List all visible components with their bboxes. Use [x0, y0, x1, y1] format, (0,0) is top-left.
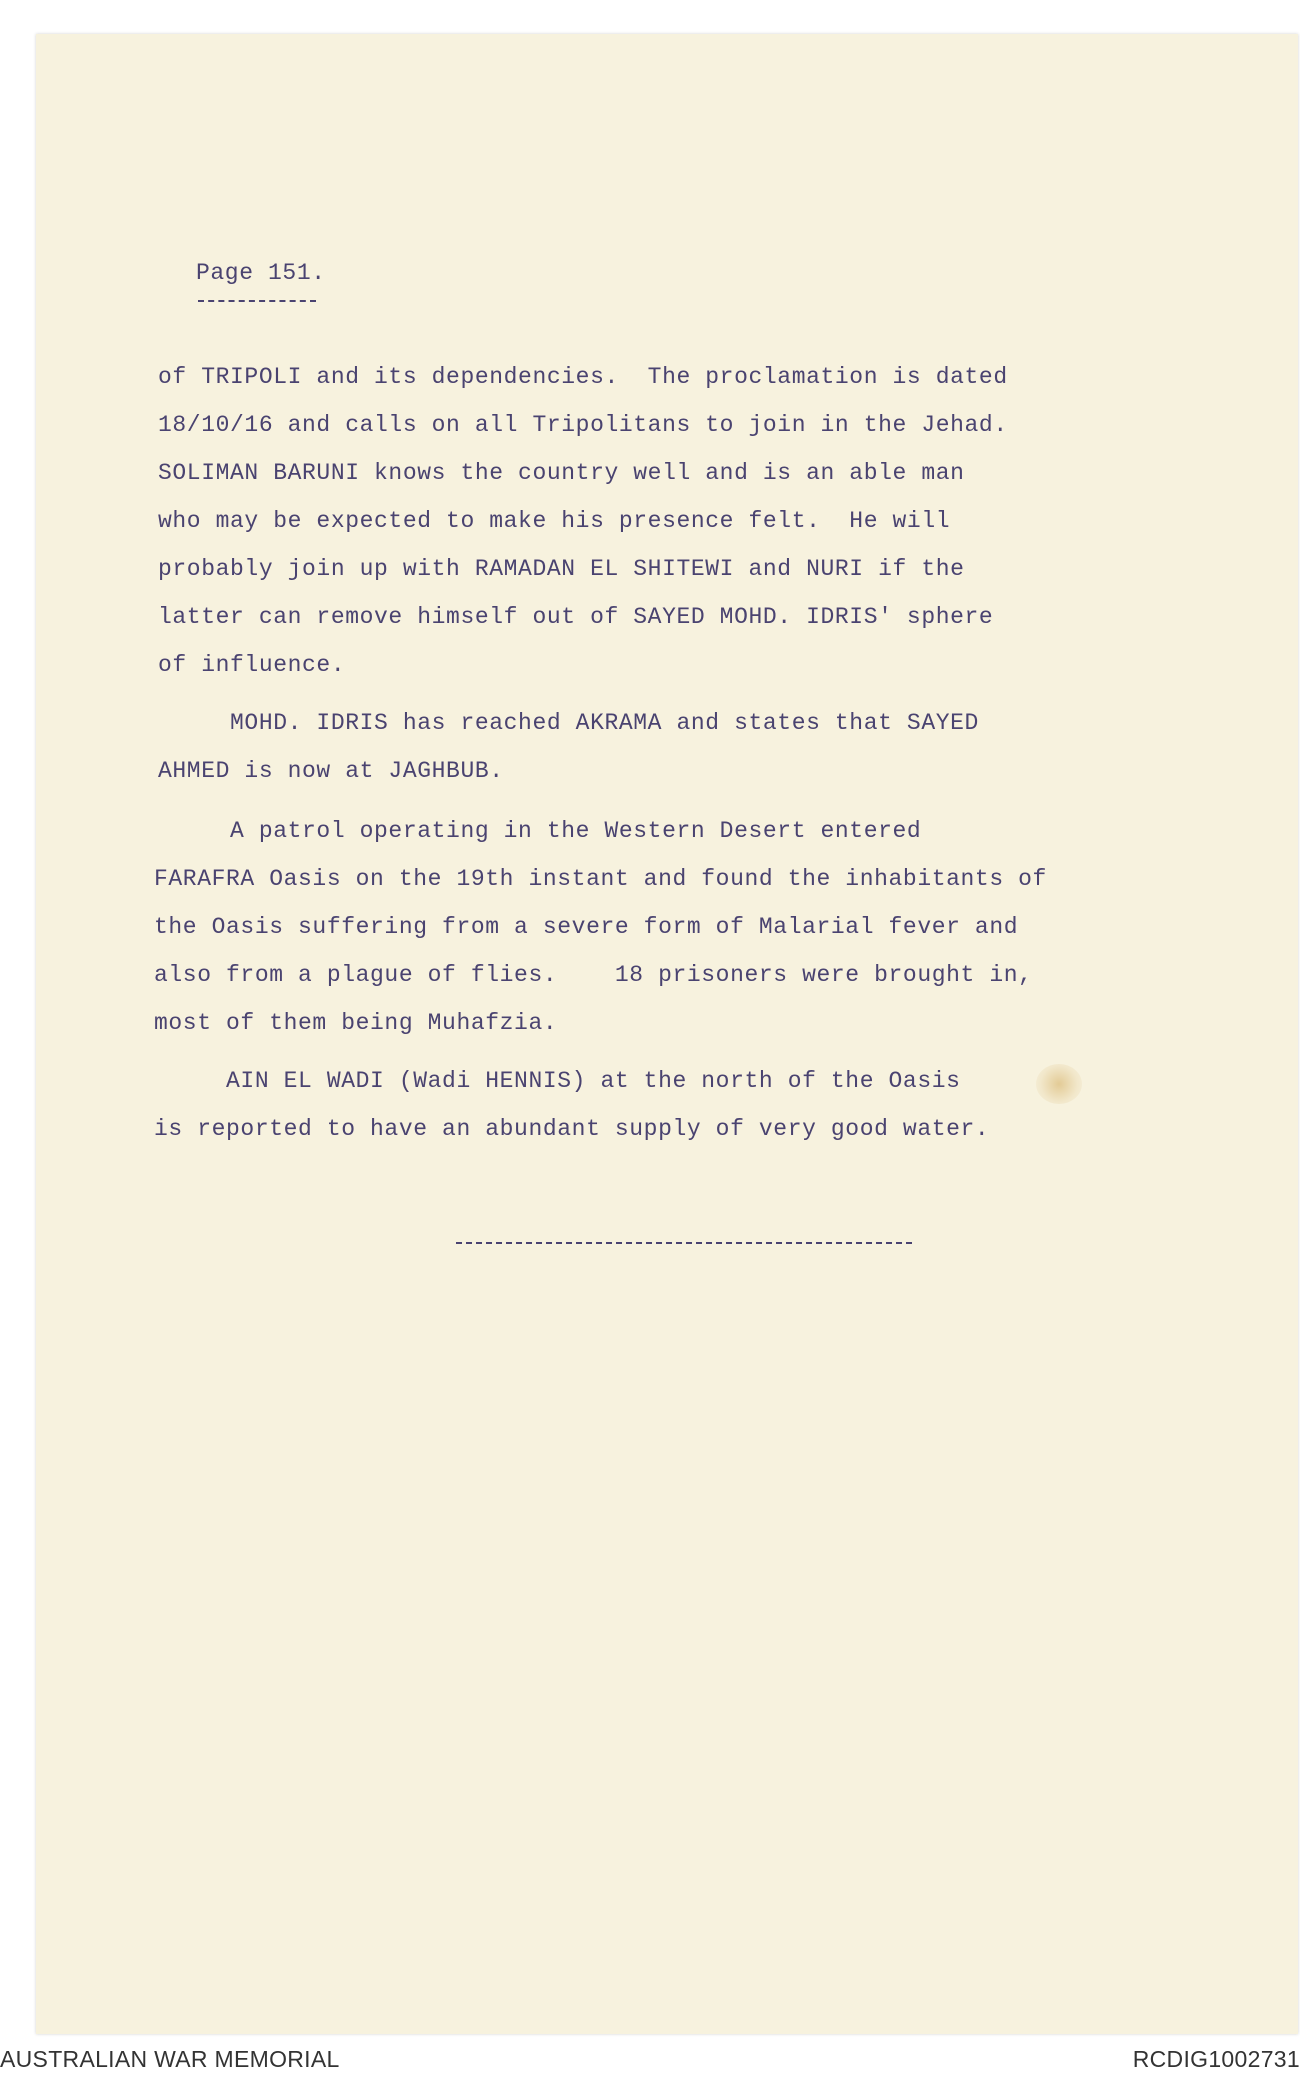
- body-line: SOLIMAN BARUNI knows the country well and is an able man: [158, 460, 965, 486]
- body-line: probably join up with RAMADAN EL SHITEWI and NURI if the: [158, 556, 965, 582]
- document-sheet: [36, 34, 1298, 2034]
- body-line: latter can remove himself out of SAYED MOHD. IDRIS' sphere: [158, 604, 994, 630]
- page-number-underline: [198, 300, 316, 302]
- ink-stain: [1036, 1064, 1082, 1104]
- body-line: FARAFRA Oasis on the 19th instant and found the inhabitants of: [154, 866, 1047, 892]
- body-line: most of them being Muhafzia.: [154, 1010, 558, 1036]
- body-line: of TRIPOLI and its dependencies. The proclamation is dated: [158, 364, 1008, 390]
- body-line: AHMED is now at JAGHBUB.: [158, 758, 504, 784]
- body-line: also from a plague of flies. 18 prisoners were brought in,: [154, 962, 1033, 988]
- body-line: of influence.: [158, 652, 346, 678]
- page-number: Page 151.: [196, 260, 326, 286]
- body-line: is reported to have an abundant supply of very good water.: [154, 1116, 990, 1142]
- closing-divider: [456, 1242, 912, 1244]
- body-line: 18/10/16 and calls on all Tripolitans to join in the Jehad.: [158, 412, 1008, 438]
- body-line: the Oasis suffering from a severe form of Malarial fever and: [154, 914, 1019, 940]
- body-line: MOHD. IDRIS has reached AKRAMA and states that SAYED: [158, 710, 979, 736]
- footer-item-id: RCDIG1002731: [1132, 2046, 1300, 2072]
- body-line: A patrol operating in the Western Desert entered: [158, 818, 922, 844]
- body-line: AIN EL WADI (Wadi HENNIS) at the north of the Oasis: [154, 1068, 961, 1094]
- footer-archive-name: AUSTRALIAN WAR MEMORIAL: [0, 2046, 340, 2072]
- body-line: who may be expected to make his presence felt. He will: [158, 508, 951, 534]
